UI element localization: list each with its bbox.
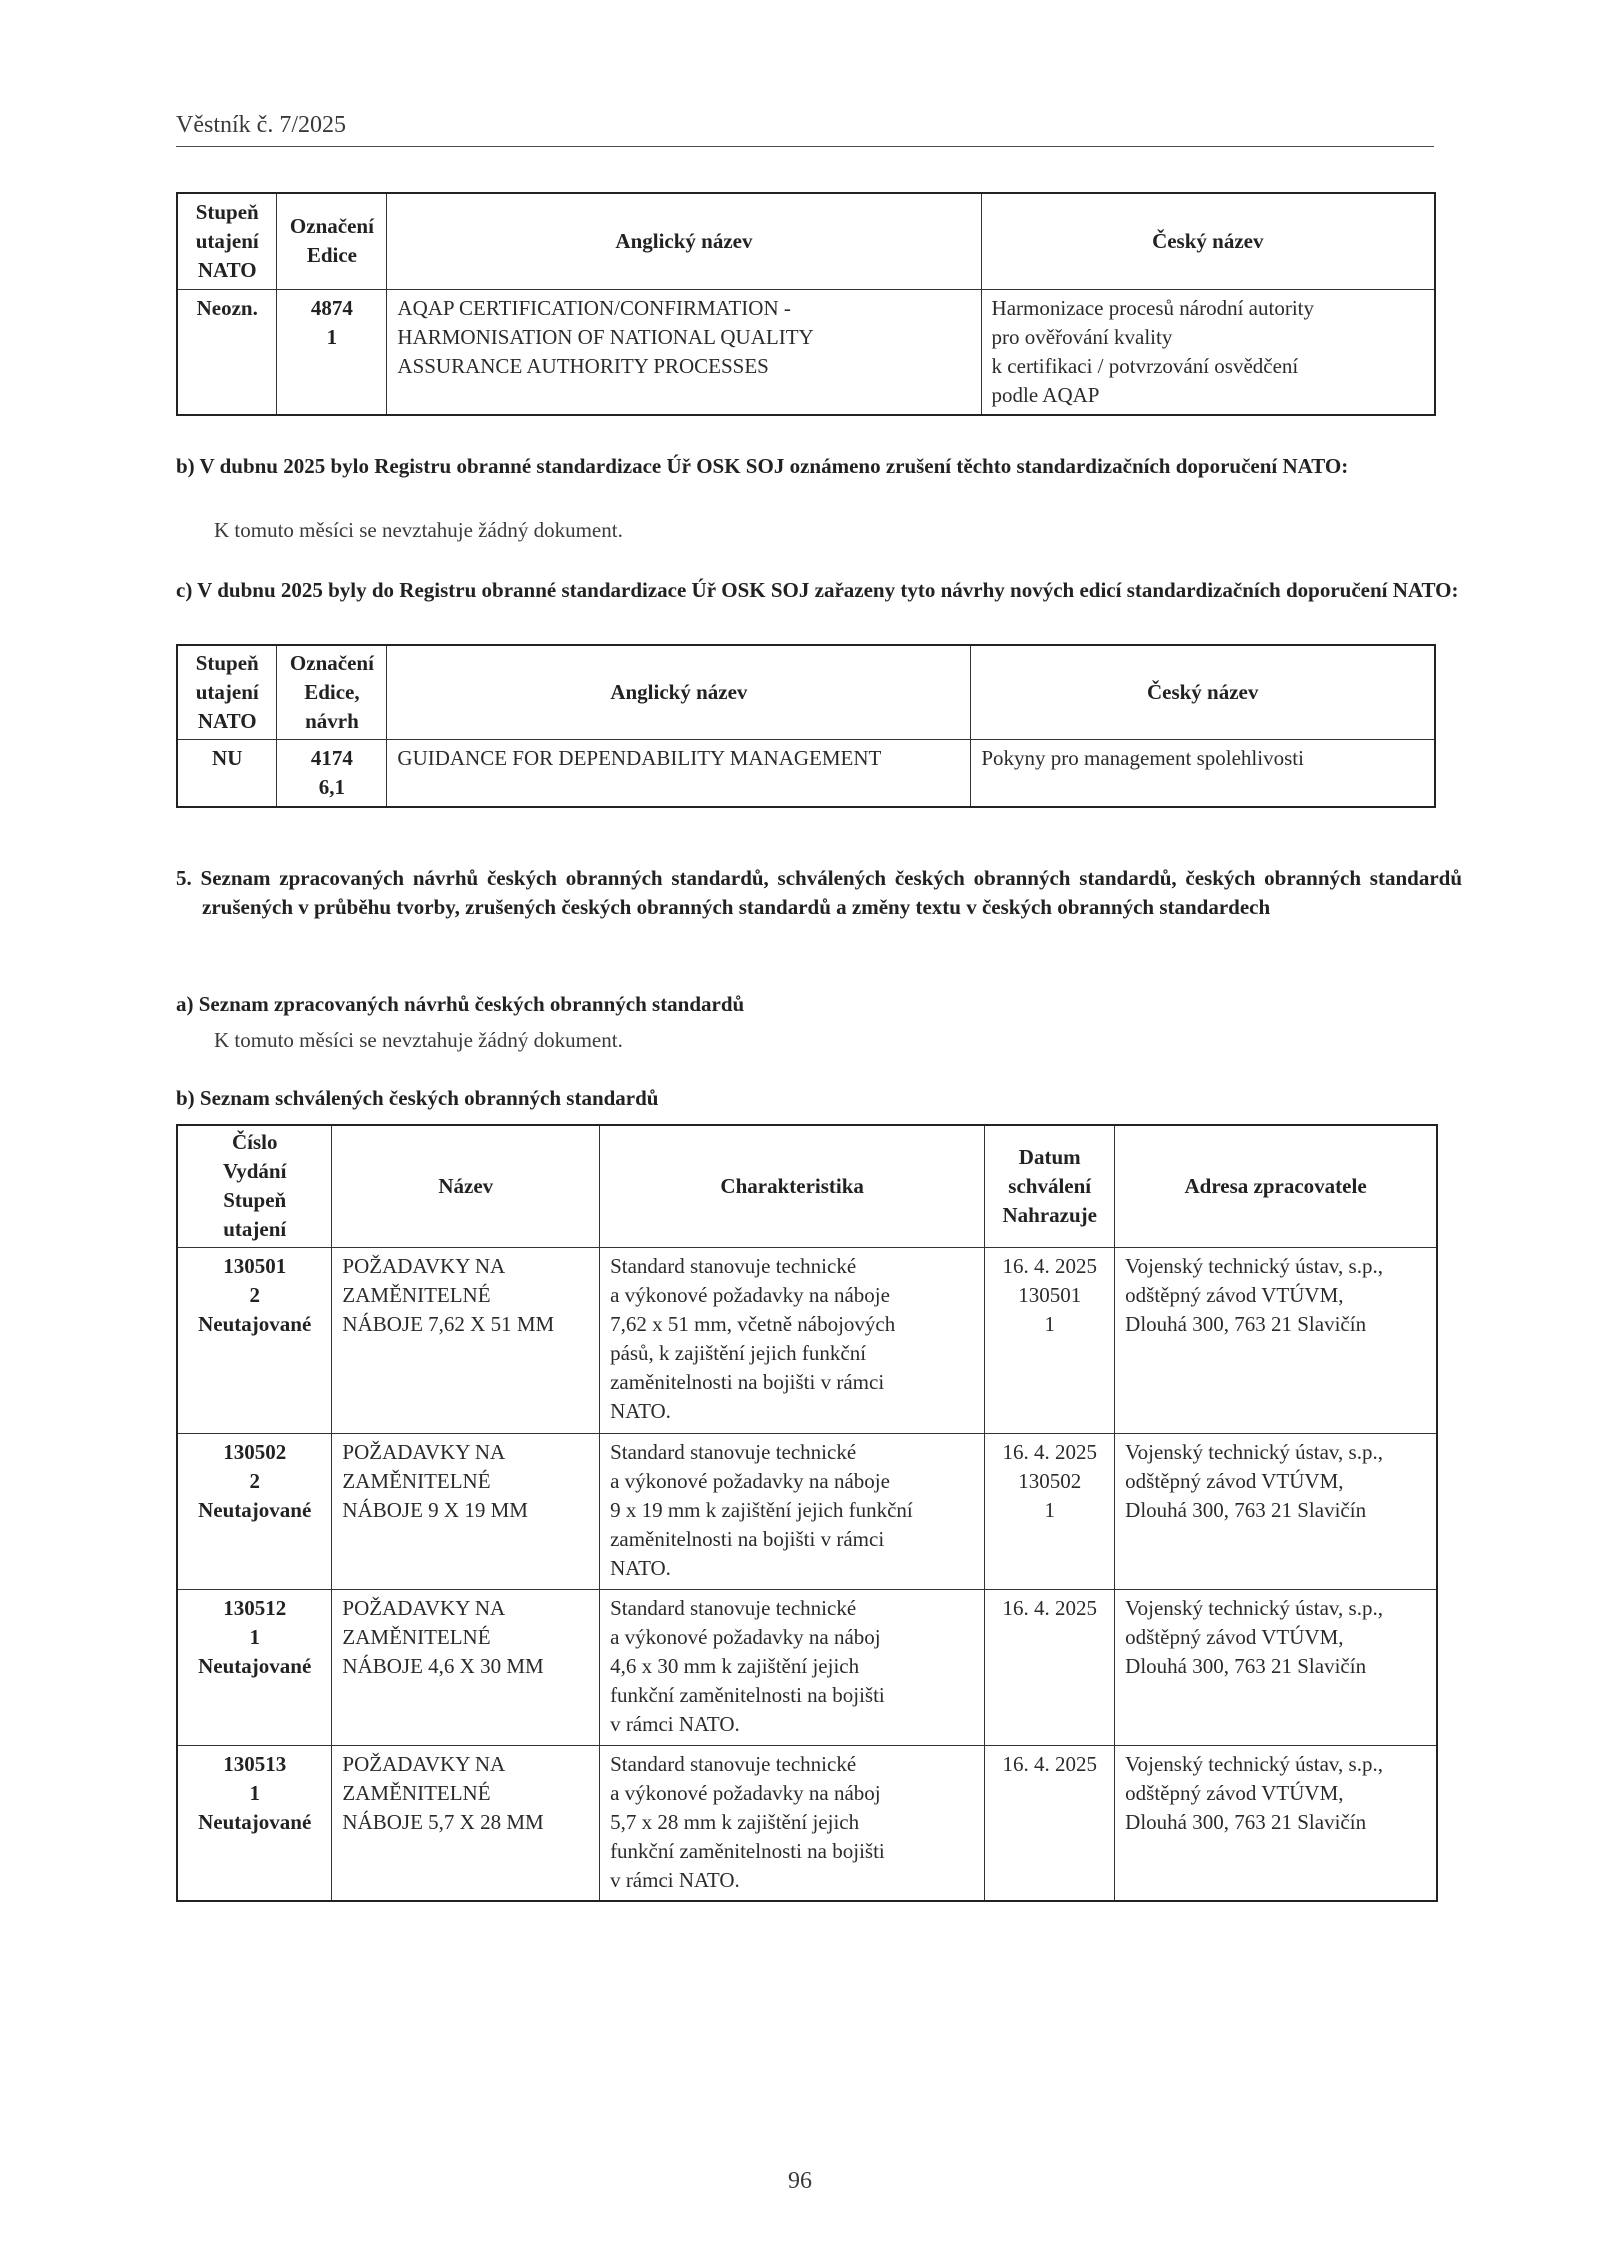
nato-standards-table-new [176,644,1436,808]
cell-adresa: Vojenský technický ústav, s.p., odštěpný závod VTÚVM, Dlouhá 300, 763 21 Slavičín [1115,1589,1437,1745]
section-c-heading: c) V dubnu 2025 byly do Registru obranné standardizace Úř OSK SOJ zařazeny tyto návrhy nových edicí standardizačních doporučení NATO: [176,578,1459,602]
nato-standards-table-withdrawn [176,192,1436,416]
column-header-oznaceni: Označení Edice, návrh [277,645,387,739]
table-header-row [177,1125,1437,1247]
table-row [177,739,1435,807]
cell-datum: 16. 4. 2025 [985,1589,1115,1745]
cell-adresa: Vojenský technický ústav, s.p., odštěpný závod VTÚVM, Dlouhá 300, 763 21 Slavičín [1115,1745,1437,1901]
table-row [177,289,1435,415]
section-b-heading: b) V dubnu 2025 bylo Registru obranné standardizace Úř OSK SOJ oznámeno zrušení těchto standardizačních doporučení NATO: [176,454,1349,478]
cell-nazev: POŽADAVKY NA ZAMĚNITELNÉ NÁBOJE 7,62 X 51 MM [332,1247,600,1433]
approved-standards-table [176,1124,1438,1902]
cell-charakteristika: Standard stanovuje technické a výkonové požadavky na náboje 7,62 x 51 mm, včetně nábojových pásů, k zajištění jejich funkční zaměnitelnosti na bojišti v rámci NATO. [600,1247,985,1433]
cell-datum: 16. 4. 2025 130501 1 [985,1247,1115,1433]
cell-oznaceni: 4874 1 [277,289,387,415]
table-row [177,1247,1437,1433]
cell-charakteristika: Standard stanovuje technické a výkonové požadavky na náboj 5,7 x 28 mm k zajištění jejich funkční zaměnitelnosti na bojišti v rámci NATO. [600,1745,985,1901]
column-header-anglicky: Anglický název [387,193,981,289]
cell-nazev: POŽADAVKY NA ZAMĚNITELNÉ NÁBOJE 4,6 X 30 MM [332,1589,600,1745]
cell-cislo: 130513 1 Neutajované [177,1745,332,1901]
table-row [177,1433,1437,1589]
cell-stupen: NU [177,739,277,807]
cell-nazev: POŽADAVKY NA ZAMĚNITELNÉ NÁBOJE 5,7 X 28 MM [332,1745,600,1901]
cell-adresa: Vojenský technický ústav, s.p., odštěpný závod VTÚVM, Dlouhá 300, 763 21 Slavičín [1115,1247,1437,1433]
cell-charakteristika: Standard stanovuje technické a výkonové požadavky na náboje 9 x 19 mm k zajištění jejich funkční zaměnitelnosti na bojišti v rámci NATO. [600,1433,985,1589]
cell-stupen: Neozn. [177,289,277,415]
cell-nazev: POŽADAVKY NA ZAMĚNITELNÉ NÁBOJE 9 X 19 MM [332,1433,600,1589]
cell-cesky: Harmonizace procesů národní autority pro ověřování kvality k certifikaci / potvrzování osvědčení podle AQAP [981,289,1435,415]
section-5b-heading: b) Seznam schválených českých obranných standardů [176,1086,659,1110]
cell-cislo: 130501 2 Neutajované [177,1247,332,1433]
column-header-nazev: Název [332,1125,600,1247]
cell-oznaceni: 4174 6,1 [277,739,387,807]
column-header-cesky: Český název [981,193,1435,289]
section-b-note: K tomuto měsíci se nevztahuje žádný dokument. [214,518,623,542]
cell-adresa: Vojenský technický ústav, s.p., odštěpný závod VTÚVM, Dlouhá 300, 763 21 Slavičín [1115,1433,1437,1589]
table-row [177,1589,1437,1745]
cell-anglicky: GUIDANCE FOR DEPENDABILITY MANAGEMENT [387,739,971,807]
section-5a-note: K tomuto měsíci se nevztahuje žádný dokument. [214,1028,623,1052]
section-5-heading: 5. Seznam zpracovaných návrhů českých obranných standardů, schválených českých obranných standardů, českých obranných standardů zrušených v průběhu tvorby, zrušených českých obranných standardů a změny textu v českých obranných standardech [176,866,1462,919]
cell-cesky: Pokyny pro management spolehlivosti [971,739,1435,807]
header-divider [176,146,1434,147]
cell-charakteristika: Standard stanovuje technické a výkonové požadavky na náboj 4,6 x 30 mm k zajištění jejich funkční zaměnitelnosti na bojišti v rámci NATO. [600,1589,985,1745]
column-header-datum: Datum schválení Nahrazuje [985,1125,1115,1247]
column-header-anglicky: Anglický název [387,645,971,739]
cell-anglicky: AQAP CERTIFICATION/CONFIRMATION - HARMONISATION OF NATIONAL QUALITY ASSURANCE AUTHORITY PROCESSES [387,289,981,415]
column-header-cesky: Český název [971,645,1435,739]
column-header-stupen: Stupeň utajení NATO [177,193,277,289]
table-header-row [177,193,1435,289]
table-header-row [177,645,1435,739]
column-header-charakteristika: Charakteristika [600,1125,985,1247]
table-row [177,1745,1437,1901]
column-header-cislo: Číslo Vydání Stupeň utajení [177,1125,332,1247]
column-header-adresa: Adresa zpracovatele [1115,1125,1437,1247]
column-header-oznaceni: Označení Edice [277,193,387,289]
cell-datum: 16. 4. 2025 [985,1745,1115,1901]
page-number: 96 [788,2168,812,2194]
page-header: Věstník č. 7/2025 [176,112,346,138]
cell-cislo: 130512 1 Neutajované [177,1589,332,1745]
cell-datum: 16. 4. 2025 130502 1 [985,1433,1115,1589]
column-header-stupen: Stupeň utajení NATO [177,645,277,739]
cell-cislo: 130502 2 Neutajované [177,1433,332,1589]
section-5a-heading: a) Seznam zpracovaných návrhů českých obranných standardů [176,992,745,1016]
